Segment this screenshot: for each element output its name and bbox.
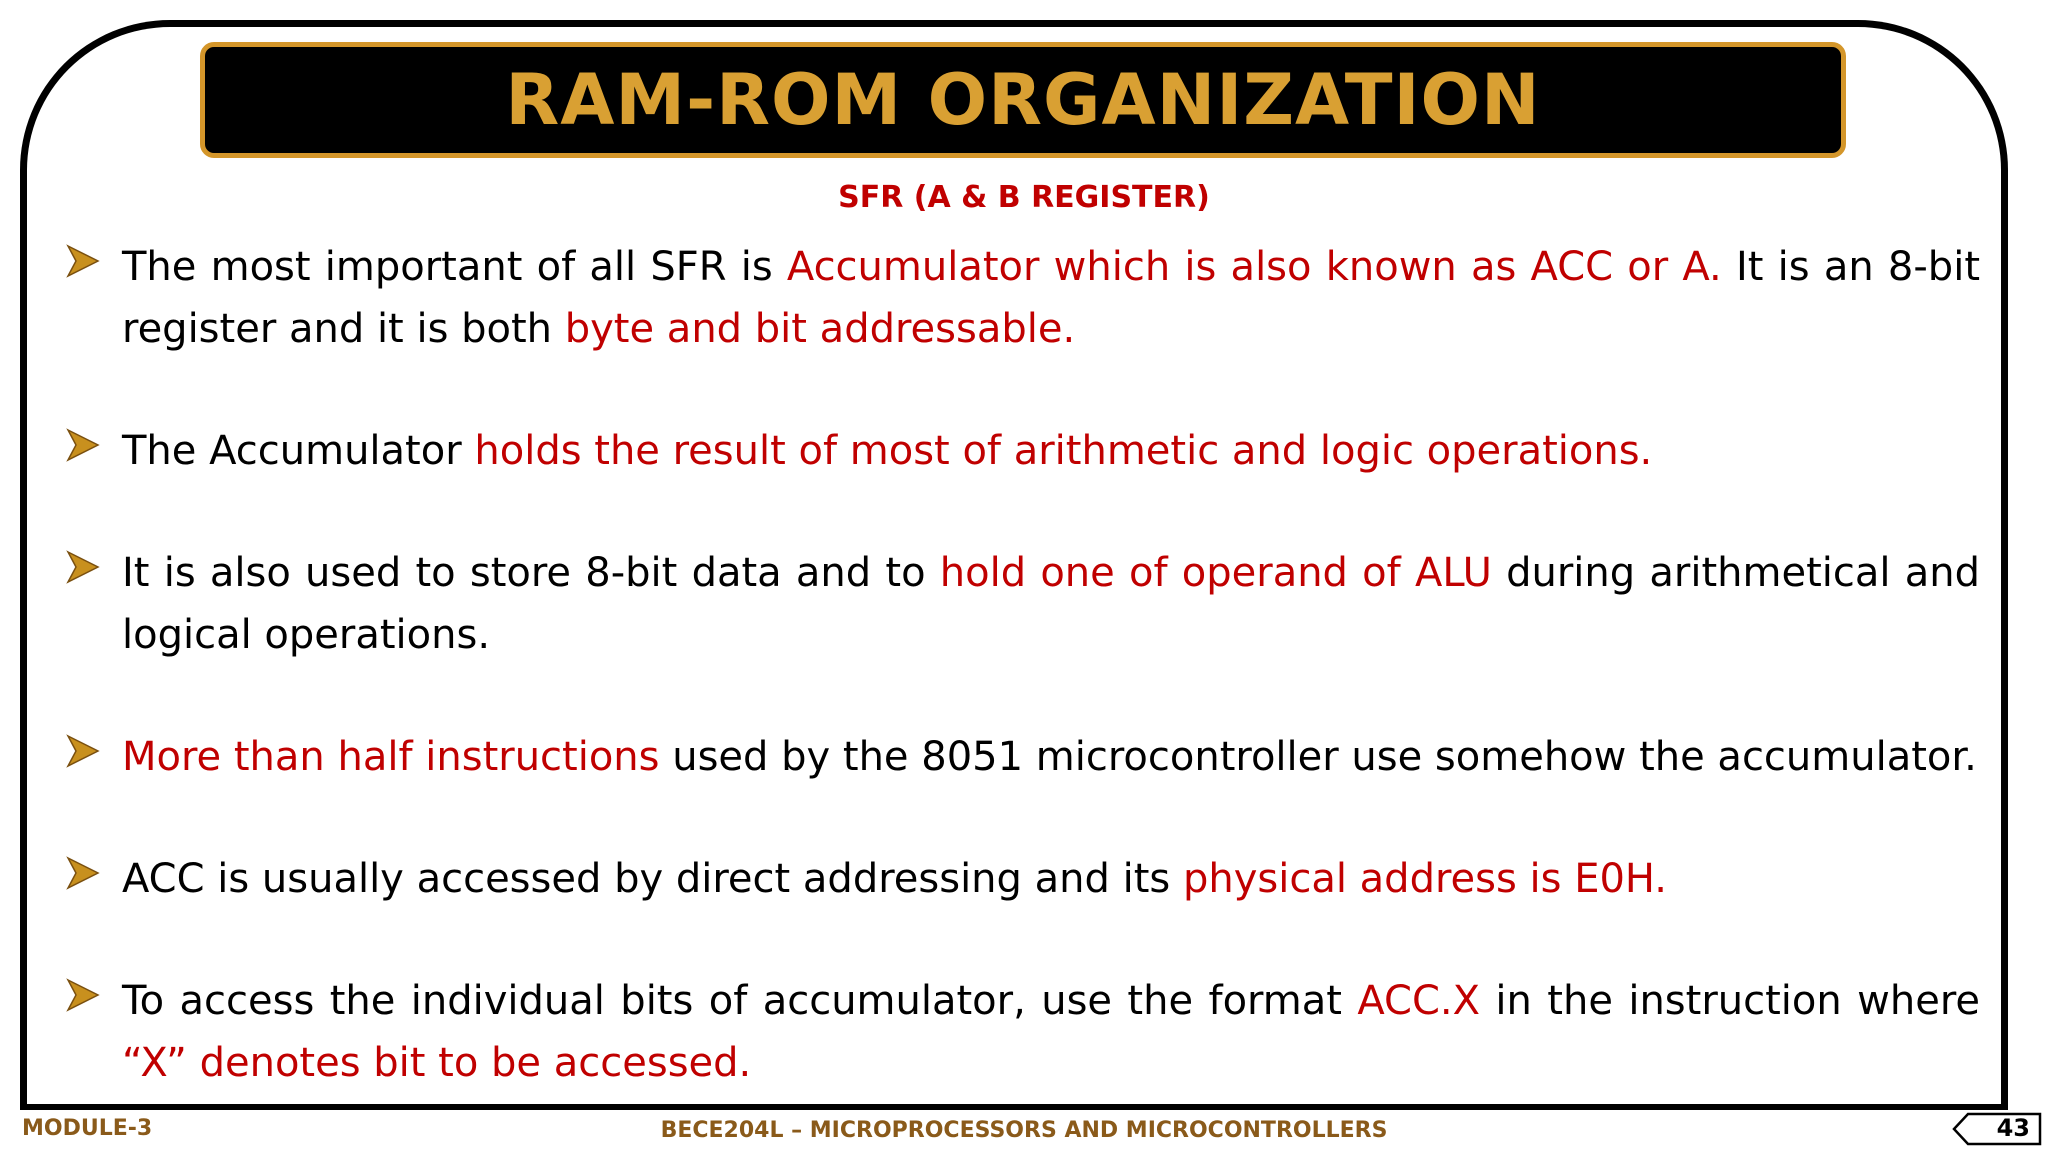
bullet-item [60, 420, 1980, 482]
arrow-bullet-icon [66, 550, 100, 584]
bullet-text-highlight: physical address is E0H. [1182, 856, 1668, 902]
title-banner [200, 42, 1846, 158]
bullet-text-highlight: hold one of operand of ALU [939, 550, 1492, 596]
bullet-item [60, 542, 1980, 666]
bullet-text [122, 236, 1980, 360]
bullet-text-span: The most important of all SFR is [122, 244, 787, 290]
bullet-text-highlight: holds the result of most of arithmetic and logic operations. [474, 428, 1653, 474]
bullet-text-span: To access the individual bits of accumulator, use the format [122, 978, 1358, 1024]
slide-subtitle: SFR (A & B REGISTER) [838, 180, 1210, 215]
bullet-text-highlight: ACC.X [1357, 978, 1480, 1024]
bullet-text [122, 726, 1980, 788]
arrow-bullet-icon [66, 978, 100, 1012]
bullet-text-highlight: “X” denotes bit to be accessed. [122, 1040, 752, 1086]
bullet-list [60, 236, 1980, 1094]
bullet-text-span: It is an 8-bit register and it is both [122, 244, 1980, 352]
bullet-text-span: The Accumulator [122, 428, 475, 474]
arrow-bullet-icon [66, 244, 100, 278]
bullet-item [60, 236, 1980, 360]
footer-course: BECE204L – MICROPROCESSORS AND MICROCONTROLLERS [660, 1118, 1388, 1143]
bullet-text [122, 848, 1980, 910]
bullet-text-highlight: More than half instructions [122, 734, 660, 780]
bullet-text-span: ACC is usually accessed by direct addressing and its [122, 856, 1183, 902]
bullet-text-span: It is also used to store 8-bit data and to [122, 550, 940, 596]
arrow-bullet-icon [66, 856, 100, 890]
bullet-text-highlight: byte and bit addressable. [564, 306, 1076, 352]
bullet-item [60, 970, 1980, 1094]
arrow-bullet-icon [66, 428, 100, 462]
bullet-text-span: used by the 8051 microcontroller use somehow the accumulator. [659, 734, 1977, 780]
bullet-text-span: during arithmetical and logical operations. [122, 550, 1980, 658]
bullet-text-highlight: Accumulator which is also known as ACC or A. [786, 244, 1722, 290]
bullet-text [122, 542, 1980, 666]
bullet-item [60, 848, 1980, 910]
bullet-text-span: in the instruction where [1480, 978, 1980, 1024]
page-number: 43 [1996, 1114, 2030, 1142]
bullet-text [122, 970, 1980, 1094]
slide-frame-bottom [20, 1104, 2008, 1110]
footer-module: MODULE-3 [22, 1116, 153, 1141]
arrow-bullet-icon [66, 734, 100, 768]
bullet-item [60, 726, 1980, 788]
bullet-text [122, 420, 1980, 482]
slide-title: RAM-ROM ORGANIZATION [505, 59, 1541, 141]
